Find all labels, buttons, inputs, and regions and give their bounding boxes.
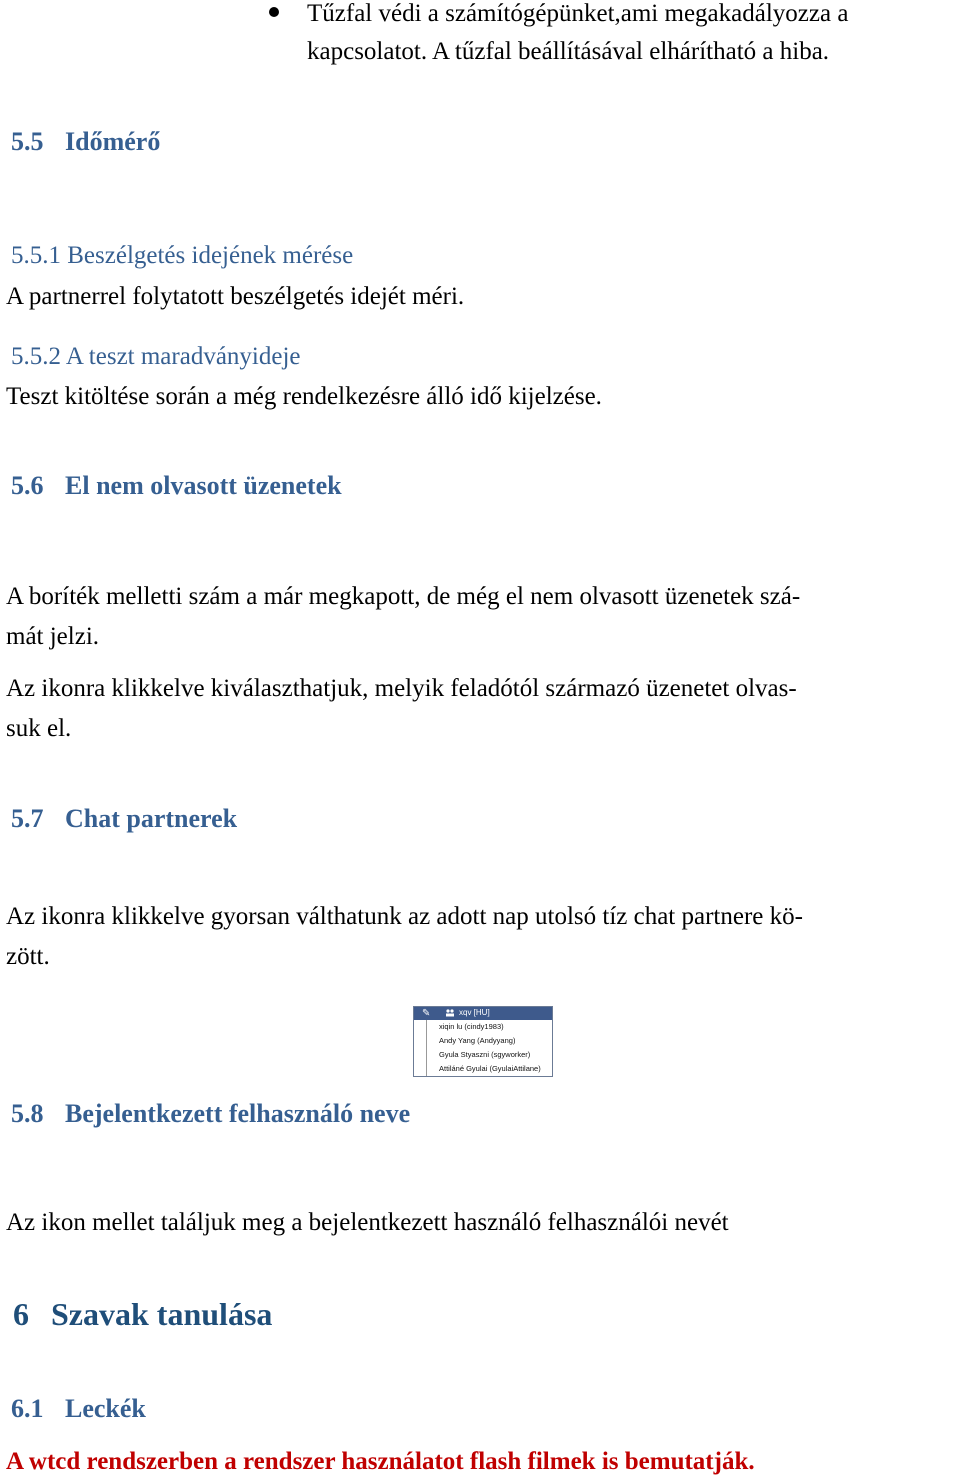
screenshot-toolbar-label: xqv [HU] [459,1008,490,1017]
chapter-title: Szavak tanulása [51,1296,273,1332]
chat-partner-list [426,1020,552,1076]
chapter-heading-6 [13,1298,272,1330]
people-icon [445,1009,455,1017]
subsection-heading-5-5-1: 5.5.1 Beszélgetés idejének mérése [11,242,354,269]
section-title: Bejelentkezett felhasználó neve [65,1099,411,1128]
chapter-number: 6 [13,1296,29,1332]
paragraph-5-6-b-line-1: Az ikonra klikkelve kiválaszthatjuk, melyik feladótól származó üzenetet olvas- [6,675,797,702]
section-title: Időmérő [65,127,161,156]
bullet-dot-icon [269,7,279,17]
section-number: 6.1 [11,1394,44,1423]
paragraph-5-8: Az ikon mellet találjuk meg a bejelentkezett használó felhasználói nevét [6,1209,729,1236]
screenshot-toolbar [414,1007,552,1020]
bullet-line-2: kapcsolatot. A tűzfal beállításával elhárítható a hiba. [307,38,830,65]
section-title: Chat partnerek [65,804,238,833]
section-heading-6-1 [11,1396,146,1422]
paragraph-5-6-a-line-1: A boríték melletti szám a már megkapott, de még el nem olvasott üzenetek szá- [6,583,801,610]
paragraph-5-7-line-2: zött. [6,943,50,970]
section-title: Leckék [65,1394,146,1423]
section-heading-5-7 [11,806,237,832]
chat-partners-screenshot [413,1006,553,1077]
paragraph-5-6-a-line-2: mát jelzi. [6,623,100,650]
paragraph-5-5-1: A partnerrel folytatott beszélgetés idejét méri. [6,283,465,310]
section-number: 5.8 [11,1099,44,1128]
paragraph-5-5-2: Teszt kitöltése során a még rendelkezésre álló idő kijelzése. [6,383,602,410]
paragraph-5-7-line-1: Az ikonra klikkelve gyorsan válthatunk az adott nap utolsó tíz chat partnere kö- [6,903,803,930]
highlighted-note: A wtcd rendszerben a rendszer használatot flash filmek is bemutatják. [6,1448,755,1475]
chat-partner-item: xiqin lu (cindy1983) [439,1022,504,1031]
section-heading-5-6 [11,473,342,499]
section-heading-5-8 [11,1101,410,1127]
subsection-heading-5-5-2: 5.5.2 A teszt maradványideje [11,343,301,370]
section-title: El nem olvasott üzenetek [65,471,342,500]
chat-partner-item: Attiláné Gyulai (GyulaiAttilane) [439,1064,541,1073]
bullet-item [0,0,960,70]
section-number: 5.7 [11,804,44,833]
bullet-line-1: Tűzfal védi a számítógépünket,ami megakadályozza a [307,0,849,27]
section-heading-5-5 [11,129,160,155]
chat-partner-item: Andy Yang (Andyyang) [439,1036,516,1045]
section-number: 5.5 [11,127,44,156]
chat-partner-item: Gyula Styaszni (sgyworker) [439,1050,531,1059]
paragraph-5-6-b-line-2: suk el. [6,715,72,742]
pencil-icon: ✎ [422,1008,431,1019]
section-number: 5.6 [11,471,44,500]
